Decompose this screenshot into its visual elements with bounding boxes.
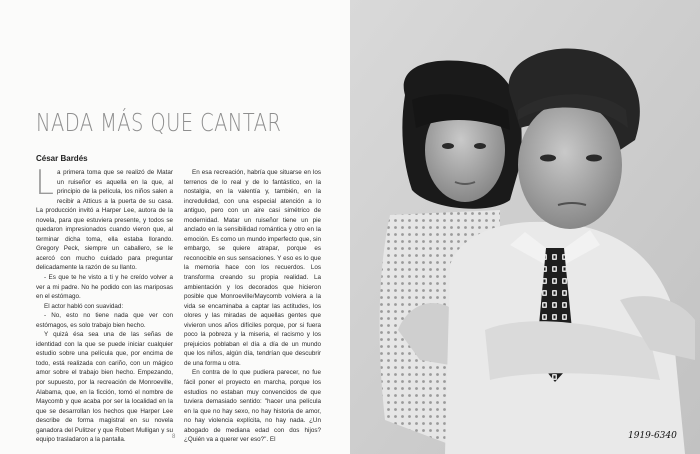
film-still-photo bbox=[350, 0, 700, 454]
paragraph: - Es que te he visto a ti y he creído volver a ver a mi padre. No he podido con las mariposas en el estómago. bbox=[36, 274, 173, 301]
drop-cap: L bbox=[35, 163, 54, 203]
photo-code: 1919-6340 bbox=[628, 431, 677, 441]
paragraph: En contra de lo que pudiera parecer, no fue fácil poner el proyecto en marcha, porque los estudios no estaban muy convencidos de que tuviera demasiado sentido: "hacer una película en la que no hay sexo, no hay historia de amor, no hay violencia explícita, no hay nada. ¿Un abogado de mediana edad con dos hijos? ¿Quién va a querer ver eso?". El bbox=[184, 369, 321, 444]
paragraph: La primera toma que se realizó de Matar un ruiseñor es aquella en la que, al principio de la película, los niños salen a recibir a Atticus a la puerta de su casa. La producción invitó a Harper Lee, autora de la novela, para que estuviera presente, y todos se quedaron impresionados cuando vieron que, al terminar dicha toma, ella estaba llorando. Gregory Peck, siempre un caballero, se le acercó con mucho cuidado para preguntar delicadamente la razón de su llanto. bbox=[35, 163, 173, 272]
paragraph: En esa recreación, habría que situarse en los terrenos de lo real y de lo fantástico, en la nostalgia, en la valentía y, también, en la incredulidad, con una especial atención a lo antiguo, pero con un aire casi simétrico de modernidad. Matar un ruiseñor tiene un pie anclado en la sensibilidad romántica y otro en la emoción. Es como un mundo imperfecto que, sin embargo, se quiere atrapar, porque es reconocible en sus sensaciones. Y eso es lo que la memoria hace con los recuerdos. Los transforma creando su propia realidad. La ambientación y los decorados que hicieron posible que Monroeville/Maycomb volviera a la vida se encaminaba a captar las actitudes, los olores y las miradas de aquellas gentes que vivieron unos años difíciles porque, por si fuera poco la pobreza y la miseria, el racismo y los prejuicios poblaban el día a día de un mundo que los niños, algún día, tendrían que descubrir de una forma u otra. bbox=[184, 169, 321, 367]
paragraph: - No, esto no tiene nada que ver con estómagos, es solo trabajo bien hecho. bbox=[36, 312, 173, 329]
text-column-right bbox=[184, 168, 321, 445]
paragraph: El actor habló con suavidad: bbox=[44, 302, 124, 310]
page-number: 8 bbox=[172, 434, 176, 440]
author-byline: César Bardés bbox=[36, 154, 88, 163]
article-title: NADA MÁS QUE CANTAR bbox=[36, 108, 282, 137]
text-column-left bbox=[35, 163, 176, 445]
paragraph: Y quizá ésa sea una de las señas de identidad con la que se puede iniciar cualquier estudio sobre una película que, por encima de todo, está realizada con cariño, con un mágico amor sobre el trabajo bien hecho. Empezando, por supuesto, por la recreación de Monroeville, Alabama, que, en la ficción, tomó el nombre de Maycomb y que acaba por ser la localidad en la que se desarrollan los hechos que Harper Lee describe de forma magistral en su novela ganadora del Pulitzer y que Robert Mulligan y su equipo trasladaron a la pantalla. bbox=[36, 331, 173, 444]
